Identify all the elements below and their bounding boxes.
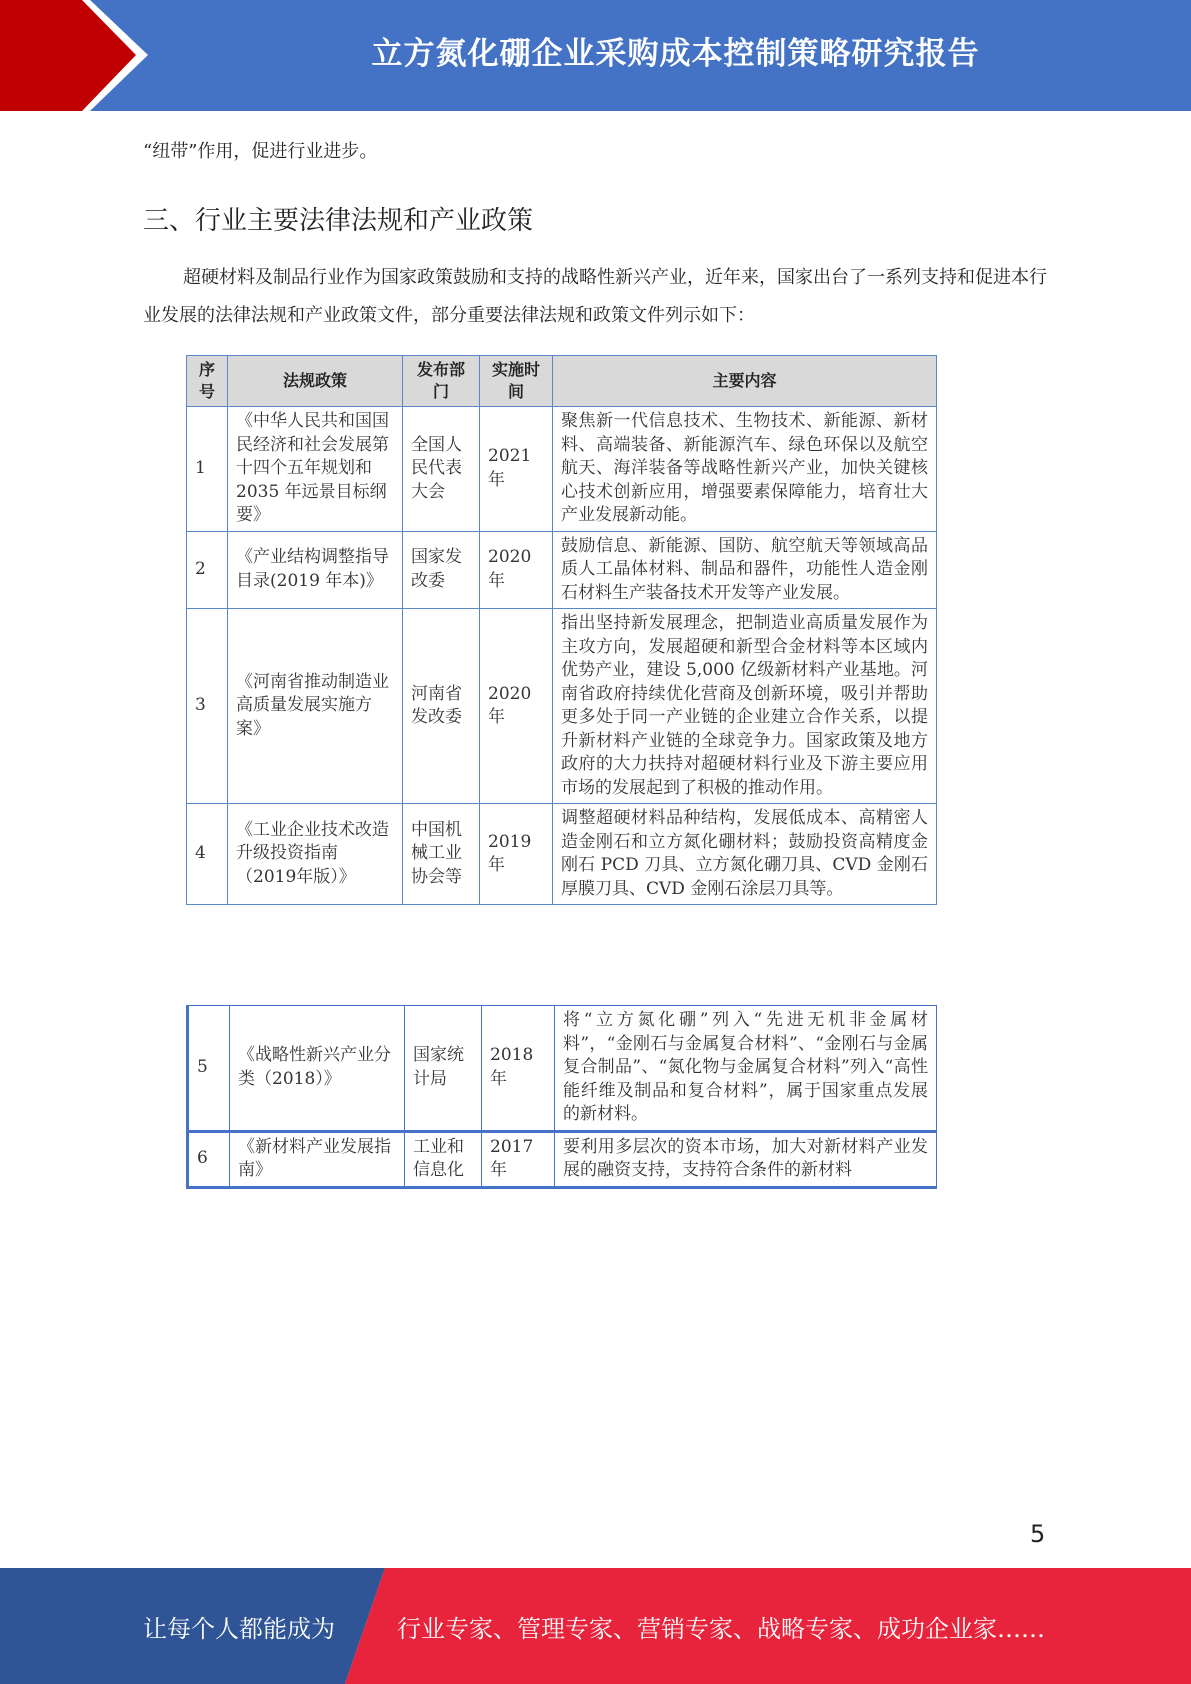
footer-slogan-left: 让每个人都能成为 (143, 1614, 335, 1643)
row-no: 1 (187, 407, 228, 532)
row-name: 《产业结构调整指导目录(2019 年本)》 (228, 531, 403, 609)
continuation-text: “纽带”作用，促进行业进步。 (143, 141, 378, 162)
row-dept: 国家发改委 (403, 531, 480, 609)
row-time: 2021年 (480, 407, 553, 532)
table-header-row (187, 356, 937, 407)
header-chevron-decoration (0, 0, 160, 111)
row-name: 《工业企业技术改造升级投资指南（2019年版）》 (228, 804, 403, 905)
row-no: 2 (187, 531, 228, 609)
row-no: 6 (188, 1131, 230, 1187)
page-header (0, 0, 1191, 111)
row-content: 聚焦新一代信息技术、生物技术、新能源、新材料、高端装备、新能源汽车、绿色环保以及航空航天、海洋装备等战略性新兴产业，加快关键核心技术创新应用，增强要素保障能力，培育壮大产业发展新动能。 (553, 407, 937, 532)
table-row (188, 1006, 937, 1132)
table-row (187, 531, 937, 609)
table-row (187, 804, 937, 905)
row-content: 指出坚持新发展理念，把制造业高质量发展作为主攻方向，发展超硬和新型合金材料等本区域内优势产业，建设 5,000 亿级新材料产业基地。河南省政府持续优化营商及创新环境，吸引并帮助更多处于同一产业链的企业建立合作关系，以提升新材料产业链的全球竞争力。国家政策及地方政府的大力扶持对超硬材料行业及下游主要应用市场的发展起到了积极的推动作用。 (553, 609, 937, 804)
main-content (143, 134, 1053, 335)
row-name: 《战略性新兴产业分类（2018）》 (230, 1006, 405, 1132)
page-footer (0, 1568, 1191, 1684)
intro-paragraph: 超硬材料及制品行业作为国家政策鼓励和支持的战略性新兴产业，近年来，国家出台了一系列支持和促进本行业发展的法律法规和产业政策文件，部分重要法律法规和政策文件列示如下： (143, 267, 1047, 326)
row-name: 《新材料产业发展指南》 (230, 1131, 405, 1187)
footer-slogan-right: 行业专家、管理专家、营销专家、战略专家、成功企业家…… (397, 1614, 1045, 1643)
row-time: 2020年 (480, 531, 553, 609)
page-number: 5 (1030, 1520, 1046, 1548)
row-no: 4 (187, 804, 228, 905)
row-content: 鼓励信息、新能源、国防、航空航天等领域高品质人工晶体材料、制品和器件，功能性人造金刚石材料生产装备技术开发等产业发展。 (553, 531, 937, 609)
row-time: 2019年 (480, 804, 553, 905)
row-no: 3 (187, 609, 228, 804)
row-content: 调整超硬材料品种结构，发展低成本、高精密人造金刚石和立方氮化硼材料；鼓励投资高精度金刚石 PCD 刀具、立方氮化硼刀具、CVD 金刚石厚膜刀具、CVD 金刚石涂层刀具等。 (553, 804, 937, 905)
policy-table-continued (186, 1005, 937, 1189)
header-no: 序号 (187, 356, 228, 407)
row-content: 将“立方氮化硼”列入“先进无机非金属材料”，“金刚石与金属复合材料”、“金刚石与金属复合制品”、“氮化物与金属复合材料”列入“高性能纤维及制品和复合材料”，属于国家重点发展的新材料。 (555, 1006, 937, 1132)
header-content: 主要内容 (553, 356, 937, 407)
row-name: 《中华人民共和国国民经济和社会发展第十四个五年规划和 2035 年远景目标纲要》 (228, 407, 403, 532)
row-time: 2018年 (482, 1006, 555, 1132)
header-name: 法规政策 (228, 356, 403, 407)
row-content: 要利用多层次的资本市场，加大对新材料产业发展的融资支持，支持符合条件的新材料 (555, 1131, 937, 1187)
row-dept: 全国人民代表大会 (403, 407, 480, 532)
row-time: 2020年 (480, 609, 553, 804)
row-time: 2017年 (482, 1131, 555, 1187)
row-dept: 中国机械工业协会等 (403, 804, 480, 905)
row-dept: 国家统计局 (405, 1006, 482, 1132)
header-time: 实施时间 (480, 356, 553, 407)
table-row (188, 1131, 937, 1187)
row-no: 5 (188, 1006, 230, 1132)
row-dept: 河南省发改委 (403, 609, 480, 804)
section-heading: 三、行业主要法律法规和产业政策 (143, 206, 534, 236)
row-dept: 工业和信息化 (405, 1131, 482, 1187)
policy-table (186, 355, 937, 905)
header-dept: 发布部门 (403, 356, 480, 407)
table-row (187, 609, 937, 804)
report-title: 立方氮化硼企业采购成本控制策略研究报告 (371, 35, 980, 72)
table-row (187, 407, 937, 532)
row-name: 《河南省推动制造业高质量发展实施方案》 (228, 609, 403, 804)
